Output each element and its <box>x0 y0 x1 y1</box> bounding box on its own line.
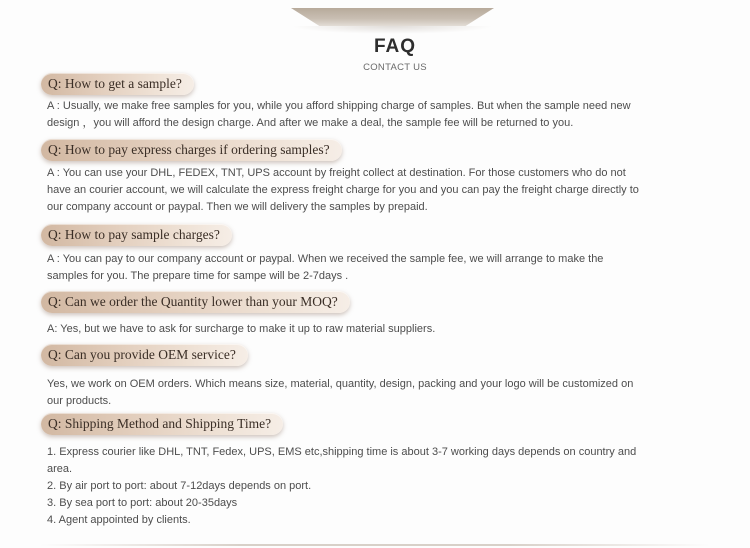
faq-answer-line: 4. Agent appointed by clients. <box>47 514 191 526</box>
faq-answer-line: 1. Express courier like DHL, TNT, Fedex, UPS, EMS etc,shipping time is about 3-7 working days depends on country and area. <box>47 446 637 475</box>
faq-answer-line: 2. By air port to port: about 7-12days depends on port. <box>47 480 312 492</box>
page-subtitle: CONTACT US <box>363 62 427 73</box>
faq-answer-express-charges <box>47 165 641 216</box>
faq-answer-line: A: Yes, but we have to ask for surcharge to make it up to raw material suppliers. <box>47 323 436 335</box>
faq-answer-line: A : You can pay to our company account or paypal. When we received the sample fee, we will arrange to make the samples for you. The prepare time for sampe will be 2-7days . <box>47 253 604 282</box>
faq-answer-line: A : Usually, we make free samples for you, while you afford shipping charge of samples. But when the sample need new design ，you will afford the design charge. And after we make a deal, the sample fee will be returned to you. <box>47 100 631 129</box>
faq-question-sample: Q: How to get a sample? <box>41 73 194 95</box>
faq-question-oem: Q: Can you provide OEM service? <box>41 344 248 366</box>
header-ribbon <box>291 8 494 26</box>
header-ribbon-shadow <box>291 26 494 34</box>
bottom-divider <box>40 544 710 546</box>
page-title: FAQ <box>373 36 417 57</box>
faq-answer-line: 3. By sea port to port: about 20-35days <box>47 497 238 509</box>
faq-question-sample-charges: Q: How to pay sample charges? <box>41 224 232 246</box>
faq-answer-sample <box>47 98 647 132</box>
faq-answer-sample-charges <box>47 251 637 285</box>
faq-answer-moq <box>47 321 647 338</box>
faq-question-shipping: Q: Shipping Method and Shipping Time? <box>41 413 283 435</box>
faq-answer-line: Yes, we work on OEM orders. Which means size, material, quantity, design, packing and your logo will be customized on our products. <box>47 378 634 407</box>
faq-answer-line: A : You can use your DHL, FEDEX, TNT, UPS account by freight collect at destination. For those customers who do not have an courier account, we will calculate the express freight charge for you and you can pay the freight charge directly to our company account or paypal. Then we will delivery the samples by prepaid. <box>47 167 639 213</box>
faq-question-express-charges: Q: How to pay express charges if ordering samples? <box>41 139 342 161</box>
faq-question-moq: Q: Can we order the Quantity lower than your MOQ? <box>41 291 350 313</box>
faq-answer-oem <box>47 376 637 410</box>
faq-answer-shipping <box>47 444 637 529</box>
